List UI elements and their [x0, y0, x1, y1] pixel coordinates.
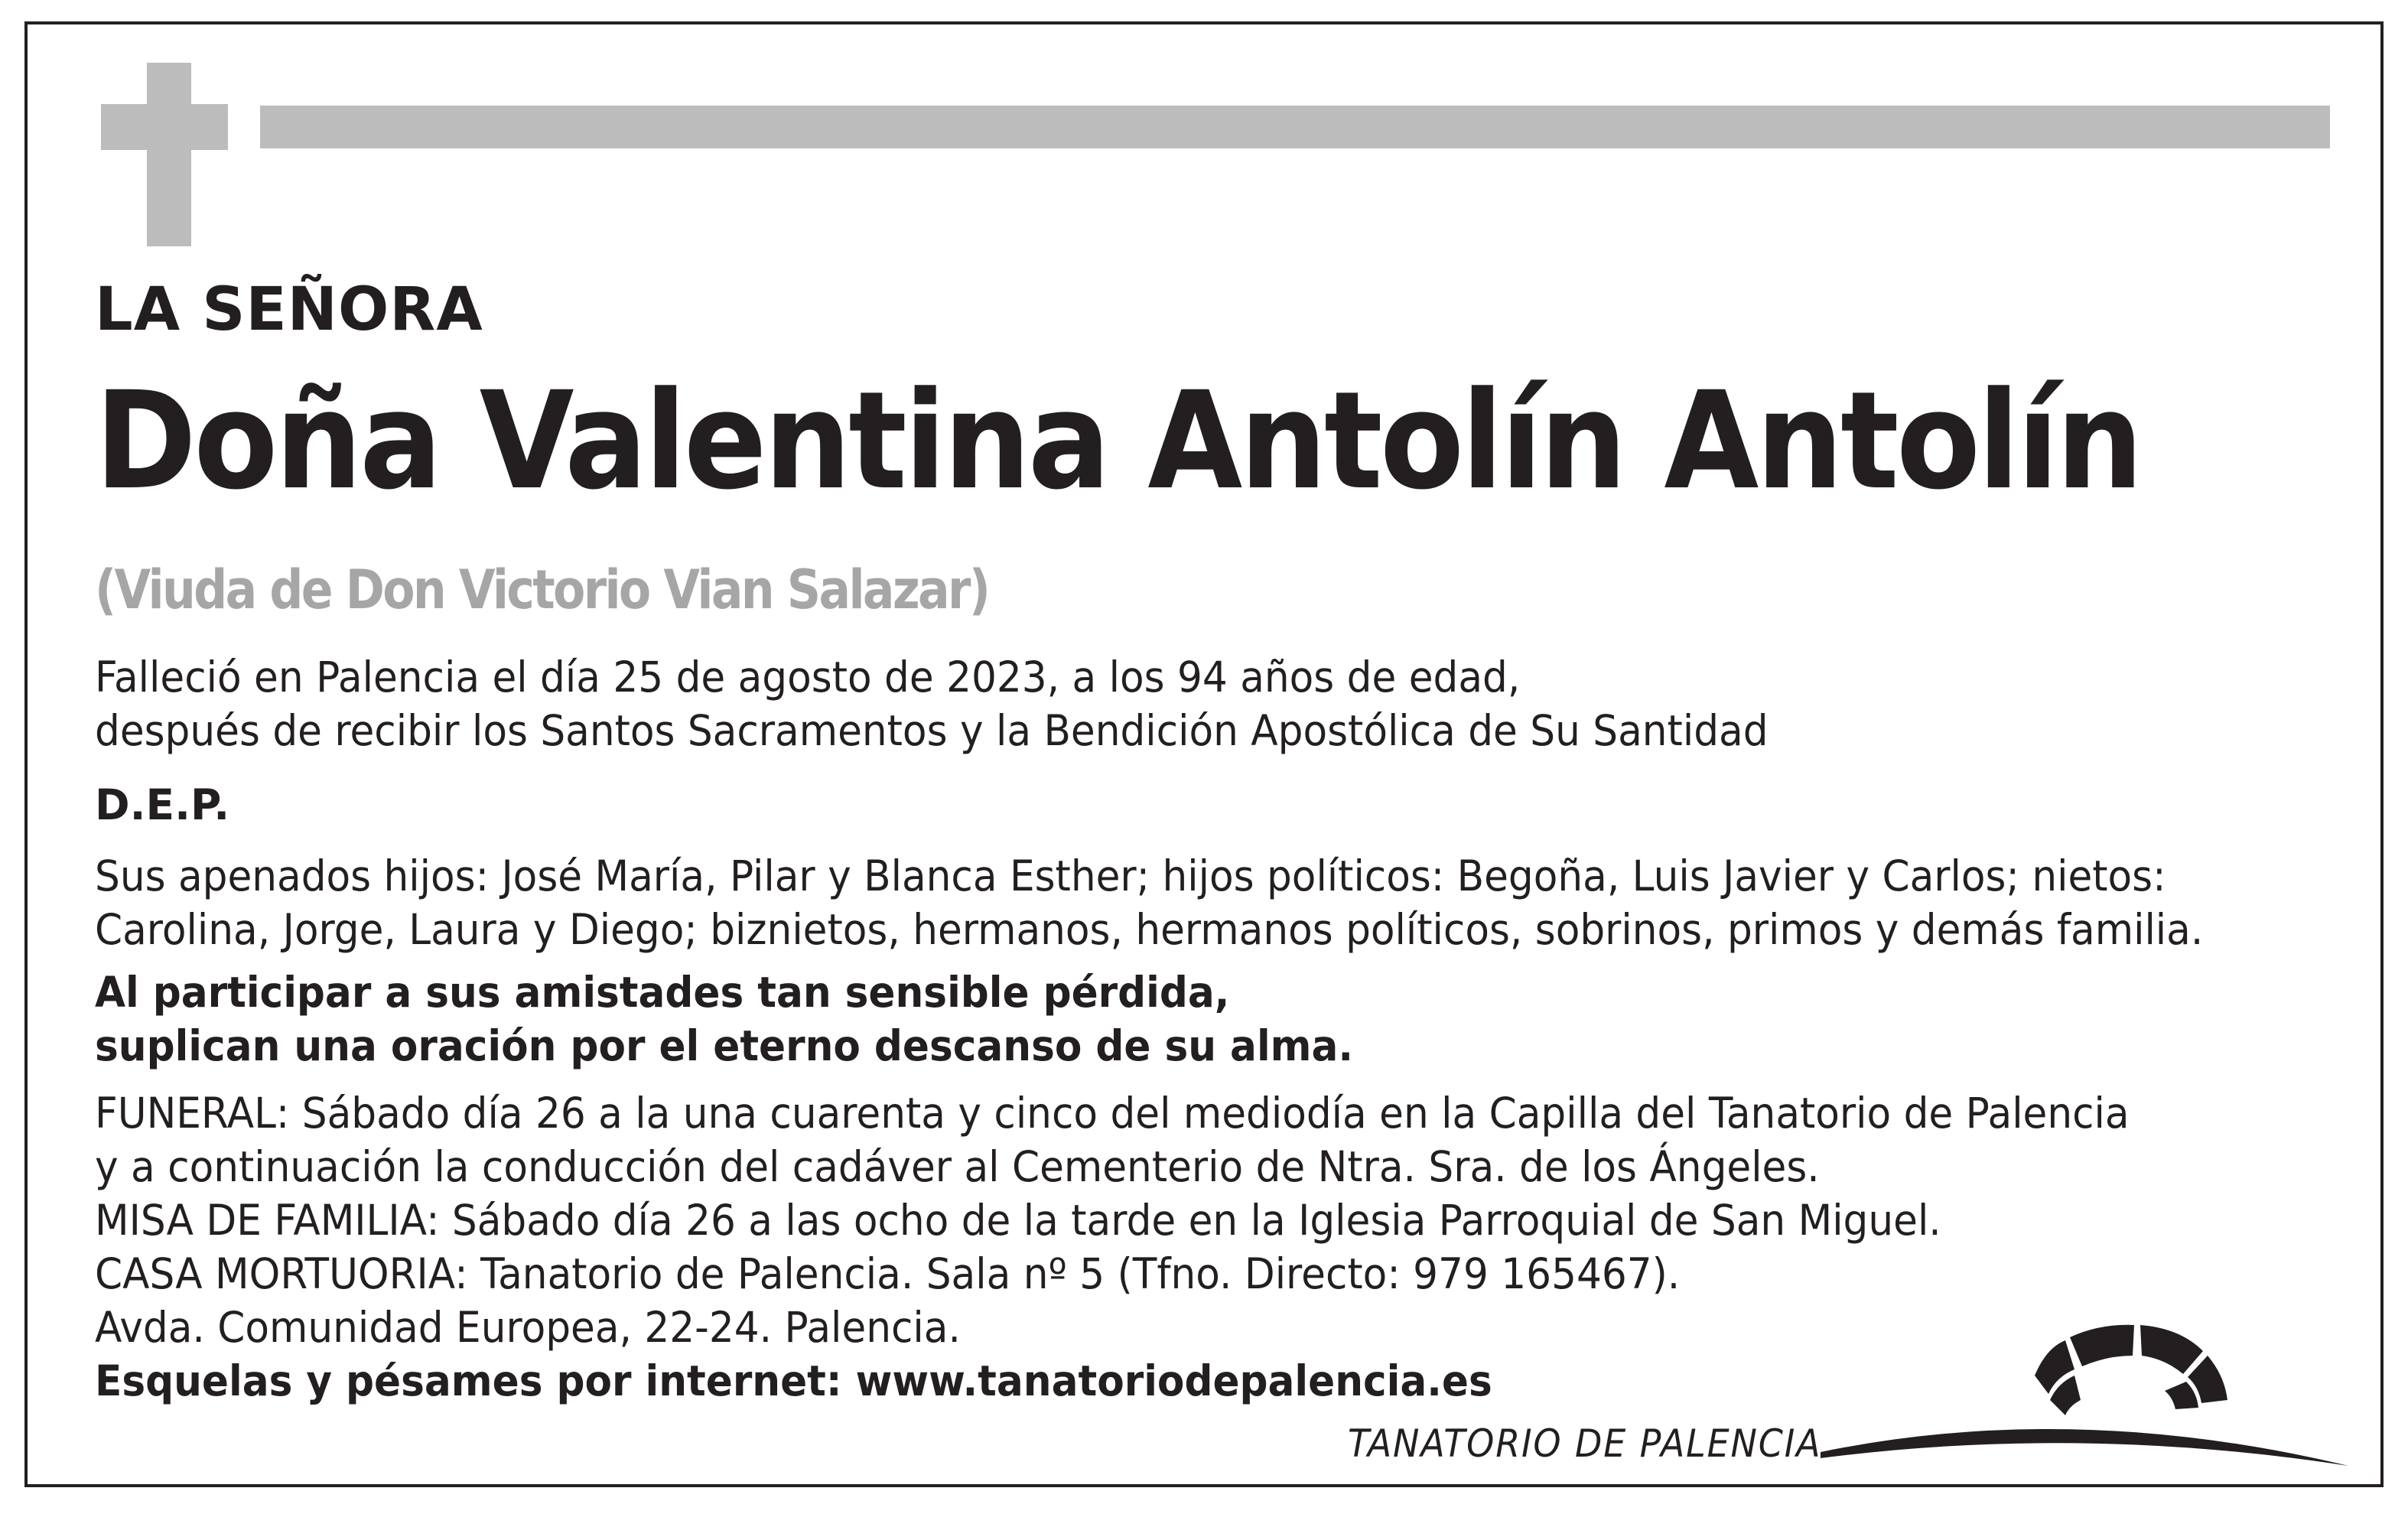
- detail-line: CASA MORTUORIA: Tanatorio de Palencia. Sala nº 5 (Tfno. Directo: 979 165467).: [95, 1249, 1681, 1298]
- prayer-request: [95, 965, 1353, 1073]
- prayer-line: suplican una oración por el eterno descanso de su alma.: [95, 1021, 1354, 1070]
- website-line: Esquelas y pésames por internet: www.tanatoriodepalencia.es: [95, 1356, 1492, 1405]
- dep-label: D.E.P.: [95, 780, 230, 829]
- cross-icon-vertical: [147, 63, 191, 246]
- cross-icon-horizontal: [101, 104, 228, 150]
- detail-line: FUNERAL: Sábado día 26 a la una cuarenta y cinco del mediodía en la Capilla del Tanatorio de Palencia: [95, 1089, 2130, 1138]
- header-bar: [260, 106, 2330, 148]
- detail-line: Avda. Comunidad Europea, 22-24. Palencia.: [95, 1303, 961, 1352]
- prayer-line: Al participar a sus amistades tan sensible pérdida,: [95, 968, 1230, 1017]
- death-line: Falleció en Palencia el día 25 de agosto de 2023, a los 94 años de edad,: [95, 653, 1521, 702]
- family-line: Carolina, Jorge, Laura y Diego; biznietos, hermanos, hermanos políticos, sobrinos, primos y demás familia.: [95, 905, 2204, 954]
- death-line: después de recibir los Santos Sacramentos y la Bendición Apostólica de Su Santidad: [95, 706, 1769, 755]
- logo-text: TANATORIO DE PALENCIA: [1348, 1421, 1822, 1466]
- tanatorio-dome-logo-icon: [1805, 1308, 2356, 1484]
- family-list: [95, 849, 2203, 956]
- detail-line: MISA DE FAMILIA: Sábado día 26 a las ocho de la tarde en la Iglesia Parroquial de San Miguel.: [95, 1196, 1941, 1245]
- detail-line: y a continuación la conducción del cadáver al Cementerio de Ntra. Sra. de los Ángeles.: [95, 1142, 1820, 1191]
- deceased-name: Doña Valentina Antolín Antolín: [95, 363, 2141, 519]
- death-statement: [95, 650, 1769, 757]
- honorific: LA SEÑORA: [95, 275, 483, 344]
- widow-of: (Viuda de Don Victorio Vian Salazar): [95, 558, 989, 621]
- family-line: Sus apenados hijos: José María, Pilar y Blanca Esther; hijos políticos: Begoña, Luis Javier y Carlos; nietos:: [95, 851, 2166, 900]
